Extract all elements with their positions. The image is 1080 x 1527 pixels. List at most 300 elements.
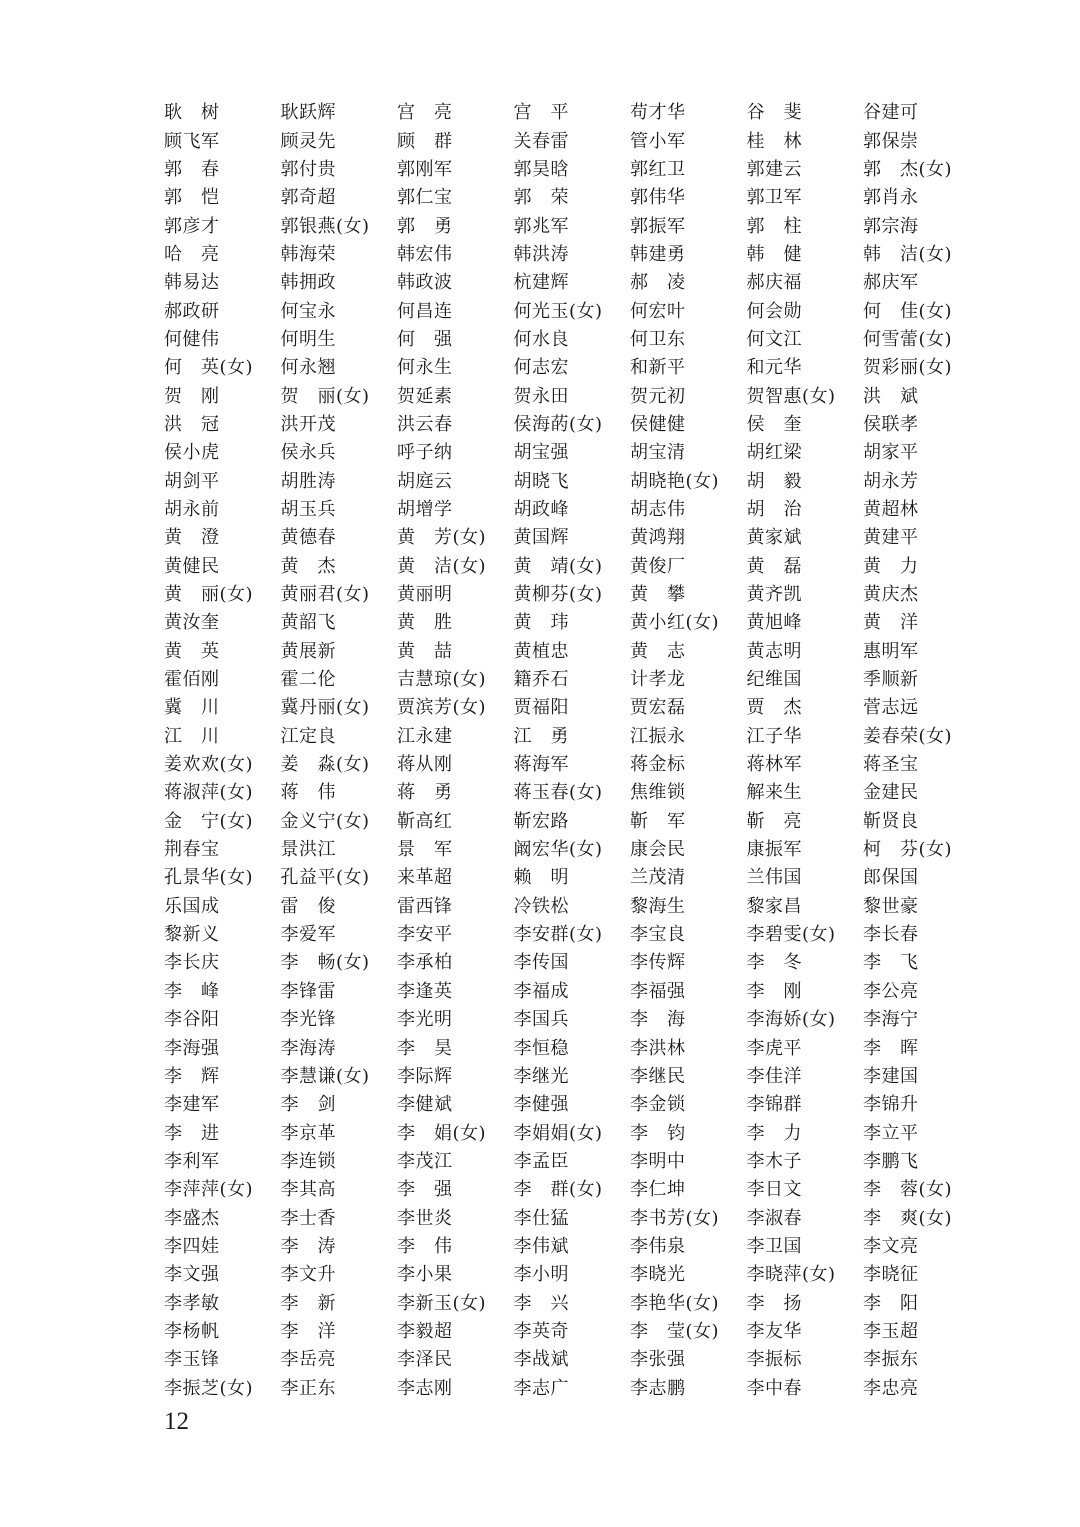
name-entry: 李淑春 (746, 1207, 802, 1229)
name-entry: 李 爽(女) (863, 1207, 953, 1229)
name-entry: 李文升 (280, 1264, 336, 1286)
name-entry: 胡政峰 (513, 498, 569, 520)
name-entry: 李光锋 (280, 1009, 336, 1031)
name-entry: 何 佳(女) (863, 300, 953, 322)
name-entry: 黄 力 (863, 555, 919, 577)
name-entry: 孔景华(女) (164, 867, 254, 889)
name-entry: 季顺新 (863, 669, 919, 691)
name-row (164, 1289, 984, 1317)
name-row (164, 638, 984, 666)
name-entry: 李 洋 (280, 1320, 336, 1342)
name-entry: 李志广 (513, 1377, 569, 1399)
name-entry: 柯 芬(女) (863, 839, 953, 861)
name-entry: 郝政研 (164, 300, 220, 322)
name-entry: 顾灵先 (280, 130, 336, 152)
name-entry: 霍佰刚 (164, 669, 220, 691)
name-entry: 解来生 (746, 782, 802, 804)
name-entry: 李谷阳 (164, 1009, 220, 1031)
name-entry: 纪维国 (746, 669, 802, 691)
name-entry: 李 新 (280, 1292, 336, 1314)
name-row (164, 1119, 984, 1147)
name-entry: 胡永芳 (863, 470, 919, 492)
name-entry: 姜欢欢(女) (164, 754, 254, 776)
name-entry: 黄柳芬(女) (513, 584, 603, 606)
name-entry: 何健伟 (164, 328, 220, 350)
name-entry: 雷西锋 (397, 895, 453, 917)
name-entry: 黄 玮 (513, 612, 569, 634)
page-number: 12 (164, 1408, 189, 1435)
name-entry: 李伟泉 (630, 1235, 686, 1257)
name-entry: 侯小虎 (164, 442, 220, 464)
name-entry: 李 昊 (397, 1037, 453, 1059)
name-entry: 惠明军 (863, 640, 919, 662)
name-entry: 黄家斌 (746, 527, 802, 549)
name-entry: 李爱军 (280, 924, 336, 946)
name-entry: 李毅超 (397, 1320, 453, 1342)
name-entry: 黄 胜 (397, 612, 453, 634)
name-entry: 江振永 (630, 725, 686, 747)
name-entry: 黄旭峰 (746, 612, 802, 634)
name-entry: 贺 丽(女) (280, 385, 370, 407)
name-entry: 郎保国 (863, 867, 919, 889)
name-entry: 李张强 (630, 1349, 686, 1371)
name-entry: 李佳洋 (746, 1065, 802, 1087)
name-entry: 李慧谦(女) (280, 1065, 370, 1087)
name-entry: 胡 毅 (746, 470, 802, 492)
name-entry: 胡家平 (863, 442, 919, 464)
name-entry: 蒋玉春(女) (513, 782, 603, 804)
name-entry: 李福成 (513, 980, 569, 1002)
name-entry: 江永建 (397, 725, 453, 747)
name-entry: 李海涛 (280, 1037, 336, 1059)
name-entry: 黄 芳(女) (397, 527, 487, 549)
name-entry: 蒋海军 (513, 754, 569, 776)
name-entry: 李友华 (746, 1320, 802, 1342)
name-row (164, 99, 984, 127)
name-entry: 何永翘 (280, 357, 336, 379)
name-entry: 李京革 (280, 1122, 336, 1144)
name-entry: 李 扬 (746, 1292, 802, 1314)
name-entry: 靳 亮 (746, 810, 802, 832)
name-entry: 何水良 (513, 328, 569, 350)
name-entry: 江子华 (746, 725, 802, 747)
name-row (164, 694, 984, 722)
name-entry: 蒋金标 (630, 754, 686, 776)
name-entry: 黄 磊 (746, 555, 802, 577)
name-entry: 李志刚 (397, 1377, 453, 1399)
name-entry: 贺永田 (513, 385, 569, 407)
name-entry: 和新平 (630, 357, 686, 379)
name-entry: 李立平 (863, 1122, 919, 1144)
name-entry: 李战斌 (513, 1349, 569, 1371)
name-entry: 蒋淑萍(女) (164, 782, 254, 804)
name-entry: 黄 英 (164, 640, 220, 662)
name-entry: 李书芳(女) (630, 1207, 720, 1229)
name-entry: 李连锁 (280, 1150, 336, 1172)
name-entry: 李明中 (630, 1150, 686, 1172)
name-entry: 靳 军 (630, 810, 686, 832)
name-entry: 何 强 (397, 328, 453, 350)
name-entry: 李恒稳 (513, 1037, 569, 1059)
name-entry: 靳高红 (397, 810, 453, 832)
name-row (164, 864, 984, 892)
name-entry: 赖 明 (513, 867, 569, 889)
name-entry: 李 阳 (863, 1292, 919, 1314)
name-entry: 胡志伟 (630, 498, 686, 520)
name-entry: 黄 靖(女) (513, 555, 603, 577)
name-row (164, 269, 984, 297)
name-entry: 李玉锋 (164, 1349, 220, 1371)
name-entry: 黄汝奎 (164, 612, 220, 634)
name-entry: 李继光 (513, 1065, 569, 1087)
name-entry: 冀 川 (164, 697, 220, 719)
name-entry: 侯健健 (630, 413, 686, 435)
name-entry: 顾 群 (397, 130, 453, 152)
name-row (164, 326, 984, 354)
name-entry: 籍乔石 (513, 669, 569, 691)
name-entry: 郭建云 (746, 158, 802, 180)
name-entry: 黄 攀 (630, 584, 686, 606)
name-row (164, 978, 984, 1006)
name-entry: 李安平 (397, 924, 453, 946)
name-entry: 李伟斌 (513, 1235, 569, 1257)
name-entry: 李娟娟(女) (513, 1122, 603, 1144)
name-entry: 韩 健 (746, 243, 802, 265)
name-entry: 李仕猛 (513, 1207, 569, 1229)
name-entry: 李正东 (280, 1377, 336, 1399)
name-entry: 李海强 (164, 1037, 220, 1059)
name-entry: 李四娃 (164, 1235, 220, 1257)
name-entry: 李虎平 (746, 1037, 802, 1059)
name-entry: 李盛杰 (164, 1207, 220, 1229)
name-entry: 谷 斐 (746, 102, 802, 124)
name-entry: 李 晖 (863, 1037, 919, 1059)
name-entry: 韩洪涛 (513, 243, 569, 265)
name-row (164, 297, 984, 325)
name-row (164, 1346, 984, 1374)
name-entry: 贾宏磊 (630, 697, 686, 719)
name-entry: 黄展新 (280, 640, 336, 662)
name-entry: 李 剑 (280, 1094, 336, 1116)
name-entry: 金义宁(女) (280, 810, 370, 832)
name-entry: 胡剑平 (164, 470, 220, 492)
name-row (164, 411, 984, 439)
name-entry: 李振东 (863, 1349, 919, 1371)
name-entry: 李健强 (513, 1094, 569, 1116)
name-row (164, 1374, 984, 1402)
name-entry: 李晓光 (630, 1264, 686, 1286)
name-entry: 兰伟国 (746, 867, 802, 889)
name-entry: 黄志明 (746, 640, 802, 662)
name-entry: 李忠亮 (863, 1377, 919, 1399)
name-entry: 黄韶飞 (280, 612, 336, 634)
name-entry: 李金锁 (630, 1094, 686, 1116)
name-entry: 郭仁宝 (397, 187, 453, 209)
name-entry: 李玉超 (863, 1320, 919, 1342)
name-entry: 黄 志 (630, 640, 686, 662)
name-row (164, 1034, 984, 1062)
name-entry: 蒋 勇 (397, 782, 453, 804)
name-entry: 郭肖永 (863, 187, 919, 209)
name-entry: 关春雷 (513, 130, 569, 152)
name-entry: 黄植忠 (513, 640, 569, 662)
name-entry: 何光玉(女) (513, 300, 603, 322)
name-entry: 靳贤良 (863, 810, 919, 832)
name-entry: 李茂江 (397, 1150, 453, 1172)
name-row (164, 921, 984, 949)
name-entry: 侯联孝 (863, 413, 919, 435)
name-entry: 宫 亮 (397, 102, 453, 124)
name-entry: 李承柏 (397, 952, 453, 974)
name-entry: 何会勋 (746, 300, 802, 322)
name-entry: 李 莹(女) (630, 1320, 720, 1342)
name-entry: 杭建辉 (513, 272, 569, 294)
name-entry: 李士香 (280, 1207, 336, 1229)
name-entry: 李木子 (746, 1150, 802, 1172)
name-entry: 黄超林 (863, 498, 919, 520)
name-entry: 李仁坤 (630, 1179, 686, 1201)
name-entry: 李卫国 (746, 1235, 802, 1257)
name-row (164, 496, 984, 524)
name-entry: 李锋雷 (280, 980, 336, 1002)
name-entry: 雷 俊 (280, 895, 336, 917)
name-row (164, 1204, 984, 1232)
name-row (164, 1063, 984, 1091)
name-row (164, 1006, 984, 1034)
name-entry: 康会民 (630, 839, 686, 861)
name-entry: 吉慧琼(女) (397, 669, 487, 691)
name-entry: 李 冬 (746, 952, 802, 974)
name-row (164, 354, 984, 382)
name-entry: 李晓征 (863, 1264, 919, 1286)
name-entry: 康振军 (746, 839, 802, 861)
name-entry: 李公亮 (863, 980, 919, 1002)
name-entry: 韩政波 (397, 272, 453, 294)
name-entry: 李传辉 (630, 952, 686, 974)
name-row (164, 382, 984, 410)
name-entry: 李孝敏 (164, 1292, 220, 1314)
name-entry: 李杨帆 (164, 1320, 220, 1342)
name-row (164, 836, 984, 864)
name-entry: 韩易达 (164, 272, 220, 294)
name-entry: 郭兆军 (513, 215, 569, 237)
name-entry: 李 海 (630, 1009, 686, 1031)
name-entry: 李宝良 (630, 924, 686, 946)
name-entry: 何文江 (746, 328, 802, 350)
name-entry: 胡晓艳(女) (630, 470, 720, 492)
name-entry: 李其高 (280, 1179, 336, 1201)
name-entry: 李福强 (630, 980, 686, 1002)
name-entry: 胡宝强 (513, 442, 569, 464)
name-entry: 李岳亮 (280, 1349, 336, 1371)
name-entry: 郭 柱 (746, 215, 802, 237)
name-entry: 霍二伦 (280, 669, 336, 691)
name-entry: 洪 冠 (164, 413, 220, 435)
name-entry: 黄 杰 (280, 555, 336, 577)
name-entry: 何永生 (397, 357, 453, 379)
name-entry: 郭彦才 (164, 215, 220, 237)
name-entry: 李际辉 (397, 1065, 453, 1087)
name-entry: 江 勇 (513, 725, 569, 747)
name-entry: 李小明 (513, 1264, 569, 1286)
name-entry: 郭奇超 (280, 187, 336, 209)
name-row (164, 1148, 984, 1176)
name-entry: 侯永兵 (280, 442, 336, 464)
name-entry: 李建军 (164, 1094, 220, 1116)
name-entry: 李 刚 (746, 980, 802, 1002)
name-entry: 谷建可 (863, 102, 919, 124)
name-entry: 贾滨芳(女) (397, 697, 487, 719)
name-row (164, 467, 984, 495)
name-row (164, 949, 984, 977)
name-entry: 韩拥政 (280, 272, 336, 294)
name-row (164, 1261, 984, 1289)
name-entry: 李长庆 (164, 952, 220, 974)
name-entry: 李文强 (164, 1264, 220, 1286)
name-row (164, 581, 984, 609)
name-entry: 黄齐凯 (746, 584, 802, 606)
name-entry: 胡宝清 (630, 442, 686, 464)
name-entry: 贺延素 (397, 385, 453, 407)
name-entry: 蒋 伟 (280, 782, 336, 804)
name-entry: 哈 亮 (164, 243, 220, 265)
name-entry: 黄 澄 (164, 527, 220, 549)
name-entry: 李 峰 (164, 980, 220, 1002)
name-entry: 阚宏华(女) (513, 839, 603, 861)
name-entry: 李志鹏 (630, 1377, 686, 1399)
name-entry: 来革超 (397, 867, 453, 889)
name-entry: 顾飞军 (164, 130, 220, 152)
name-entry: 菅志远 (863, 697, 919, 719)
name-entry: 景洪江 (280, 839, 336, 861)
name-entry: 郝庆军 (863, 272, 919, 294)
name-entry: 李 强 (397, 1179, 453, 1201)
name-entry: 黄丽明 (397, 584, 453, 606)
name-entry: 李海宁 (863, 1009, 919, 1031)
name-entry: 黎世豪 (863, 895, 919, 917)
name-entry: 李利军 (164, 1150, 220, 1172)
name-entry: 蒋林军 (746, 754, 802, 776)
name-entry: 贺彩丽(女) (863, 357, 953, 379)
name-entry: 李安群(女) (513, 924, 603, 946)
name-entry: 李 辉 (164, 1065, 220, 1087)
name-entry: 李鹏飞 (863, 1150, 919, 1172)
name-entry: 何宝永 (280, 300, 336, 322)
name-entry: 李泽民 (397, 1349, 453, 1371)
name-entry: 侯 奎 (746, 413, 802, 435)
name-entry: 贺 刚 (164, 385, 220, 407)
name-entry: 李英奇 (513, 1320, 569, 1342)
name-entry: 耿 树 (164, 102, 220, 124)
name-row (164, 1233, 984, 1261)
name-entry: 侯海菂(女) (513, 413, 603, 435)
name-entry: 李日文 (746, 1179, 802, 1201)
name-entry: 李 群(女) (513, 1179, 603, 1201)
name-entry: 焦维锁 (630, 782, 686, 804)
name-entry: 李锦升 (863, 1094, 919, 1116)
name-entry: 郝庆福 (746, 272, 802, 294)
name-entry: 和元华 (746, 357, 802, 379)
name-entry: 何明生 (280, 328, 336, 350)
name-entry: 冀丹丽(女) (280, 697, 370, 719)
name-entry: 宫 平 (513, 102, 569, 124)
name-entry: 黄建平 (863, 527, 919, 549)
name-entry: 郭 恺 (164, 187, 220, 209)
name-entry: 黎海生 (630, 895, 686, 917)
name-entry: 李光明 (397, 1009, 453, 1031)
name-entry: 李 涛 (280, 1235, 336, 1257)
name-row (164, 127, 984, 155)
name-entry: 蒋从刚 (397, 754, 453, 776)
name-entry: 黄 丽(女) (164, 584, 254, 606)
name-entry: 胡 治 (746, 498, 802, 520)
name-entry: 李 进 (164, 1122, 220, 1144)
name-entry: 何卫东 (630, 328, 686, 350)
name-entry: 黄德春 (280, 527, 336, 549)
name-entry: 李世炎 (397, 1207, 453, 1229)
name-entry: 李 畅(女) (280, 952, 370, 974)
name-row (164, 666, 984, 694)
name-entry: 李萍萍(女) (164, 1179, 254, 1201)
name-entry: 郭宗海 (863, 215, 919, 237)
name-entry: 李 飞 (863, 952, 919, 974)
name-entry: 韩宏伟 (397, 243, 453, 265)
name-entry: 乐国成 (164, 895, 220, 917)
name-entry: 韩海荣 (280, 243, 336, 265)
name-entry: 郭卫军 (746, 187, 802, 209)
name-entry: 李 力 (746, 1122, 802, 1144)
name-entry: 胡胜涛 (280, 470, 336, 492)
name-entry: 郭 勇 (397, 215, 453, 237)
name-entry: 郭刚军 (397, 158, 453, 180)
name-entry: 郭 春 (164, 158, 220, 180)
name-entry: 蒋圣宝 (863, 754, 919, 776)
name-entry: 洪 斌 (863, 385, 919, 407)
name-entry: 李振芝(女) (164, 1377, 254, 1399)
name-entry: 孔益平(女) (280, 867, 370, 889)
name-entry: 李 蓉(女) (863, 1179, 953, 1201)
name-entry: 冷铁松 (513, 895, 569, 917)
name-entry: 李 钧 (630, 1122, 686, 1144)
name-row (164, 1091, 984, 1119)
name-row (164, 751, 984, 779)
name-entry: 何昌连 (397, 300, 453, 322)
name-entry: 贺元初 (630, 385, 686, 407)
name-entry: 何雪蕾(女) (863, 328, 953, 350)
name-entry: 李海娇(女) (746, 1009, 836, 1031)
name-entry: 郭 荣 (513, 187, 569, 209)
name-entry: 管小军 (630, 130, 686, 152)
name-entry: 郭 杰(女) (863, 158, 953, 180)
name-row (164, 723, 984, 751)
name-entry: 李新玉(女) (397, 1292, 487, 1314)
name-entry: 李长春 (863, 924, 919, 946)
name-entry: 李 伟 (397, 1235, 453, 1257)
name-entry: 何志宏 (513, 357, 569, 379)
name-entry: 胡庭云 (397, 470, 453, 492)
name-entry: 耿跃辉 (280, 102, 336, 124)
name-entry: 郭伟华 (630, 187, 686, 209)
name-entry: 胡晓飞 (513, 470, 569, 492)
name-row (164, 893, 984, 921)
name-entry: 黎新义 (164, 924, 220, 946)
name-entry: 黄鸿翔 (630, 527, 686, 549)
name-entry: 黄庆杰 (863, 584, 919, 606)
name-row (164, 439, 984, 467)
name-entry: 洪云春 (397, 413, 453, 435)
name-entry: 李逢英 (397, 980, 453, 1002)
name-entry: 金 宁(女) (164, 810, 254, 832)
